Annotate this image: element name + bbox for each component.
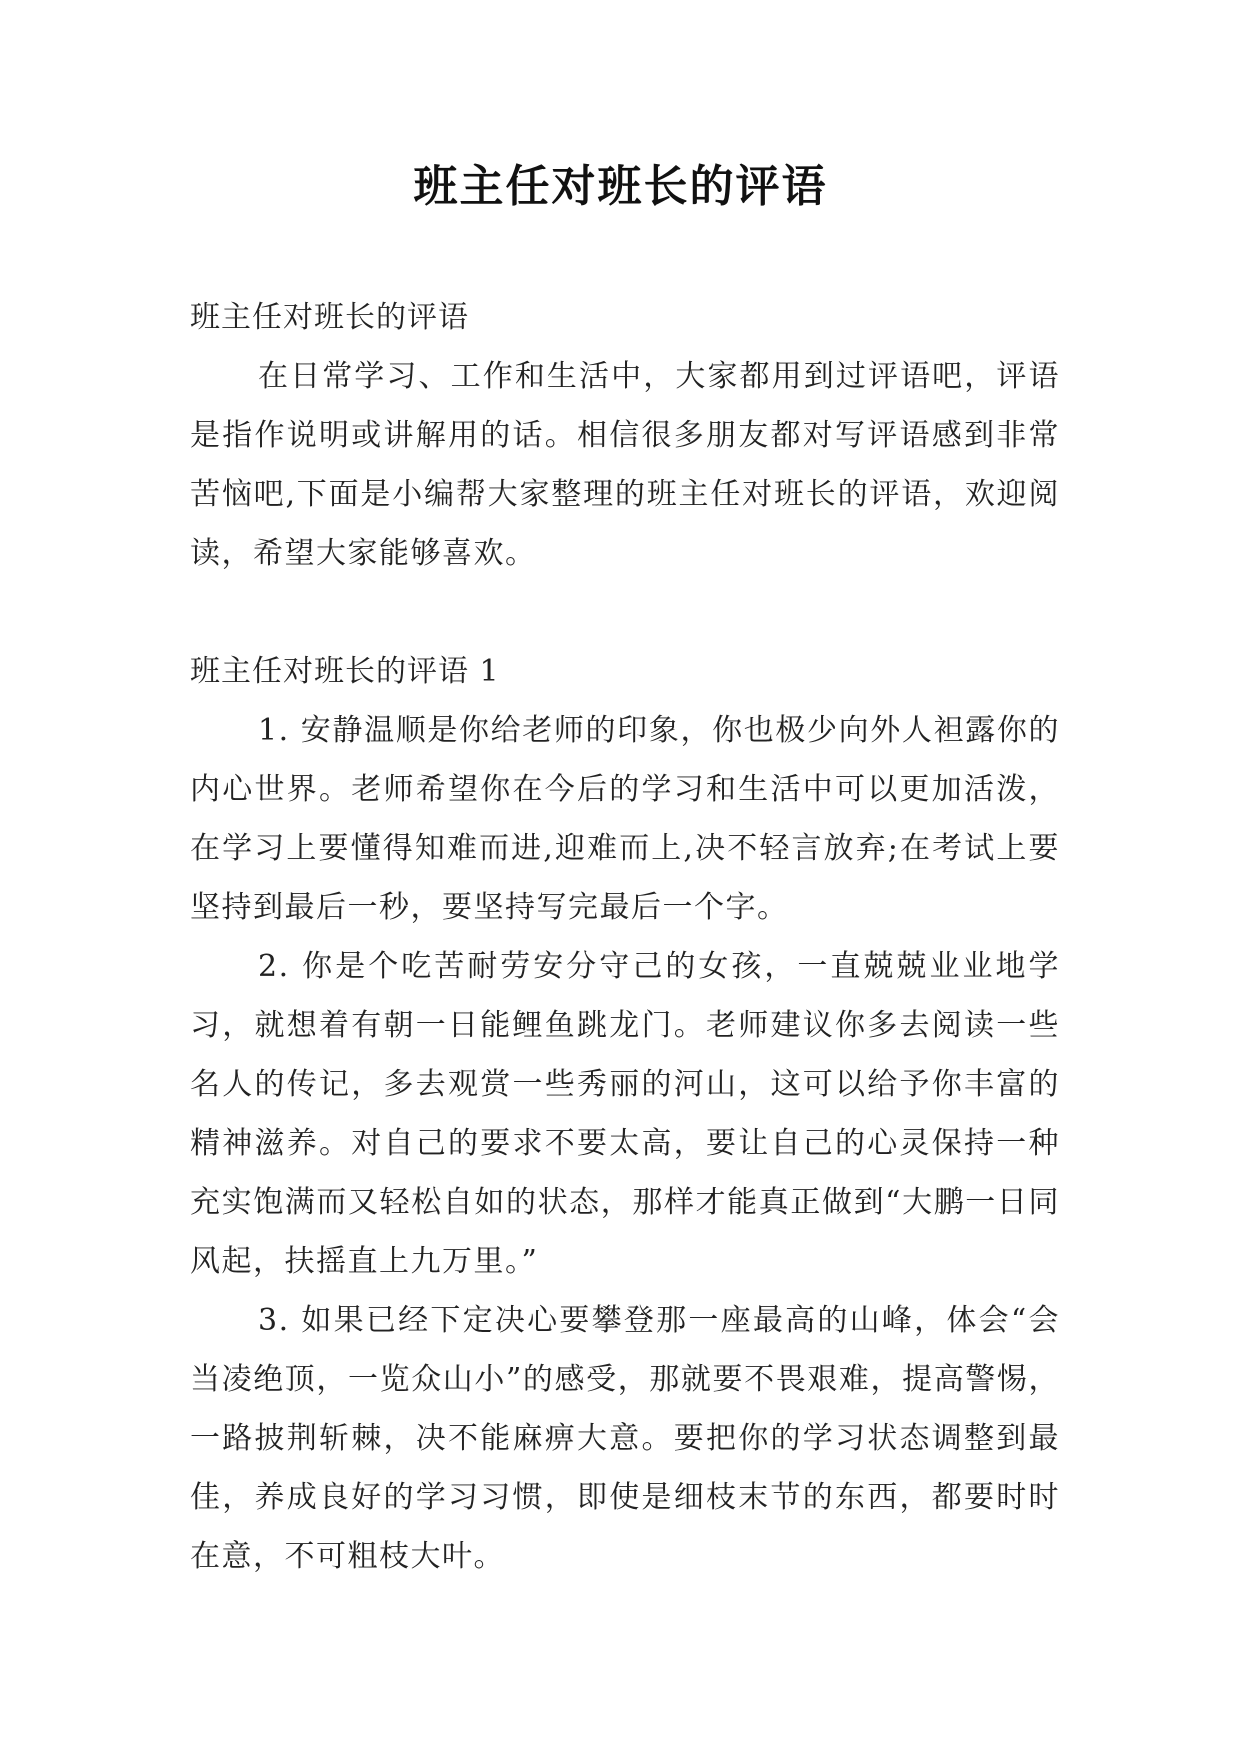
document-body <box>190 288 1060 1586</box>
document-title: 班主任对班长的评语 <box>413 161 828 212</box>
intro-paragraph: 在日常学习、工作和生活中，大家都用到过评语吧，评语是指作说明或讲解用的话。相信很多朋友都对写评语感到非常苦恼吧,下面是小编帮大家整理的班主任对班长的评语，欢迎阅读，希望大家能够喜欢。 <box>190 359 1060 571</box>
comment-paragraph-2: 2. 你是个吃苦耐劳安分守己的女孩，一直兢兢业业地学习，就想着有朝一日能鲤鱼跳龙门。老师建议你多去阅读一些名人的传记，多去观赏一些秀丽的河山，这可以给予你丰富的精神滋养。对自己的要求不要太高，要让自己的心灵保持一种充实饱满而又轻松自如的状态，那样才能真正做到“大鹏一日同风起，扶摇直上九万里。” <box>190 949 1060 1279</box>
comment-paragraph-3: 3. 如果已经下定决心要攀登那一座最高的山峰，体会“会当凌绝顶，一览众山小”的感受，那就要不畏艰难，提高警惕，一路披荆斩棘，决不能麻痹大意。要把你的学习状态调整到最佳，养成良好的学习习惯，即使是细枝末节的东西，都要时时在意，不可粗枝大叶。 <box>190 1303 1060 1574</box>
section-heading: 班主任对班长的评语 1 <box>190 654 500 689</box>
section-heading: 班主任对班长的评语 <box>190 300 469 335</box>
comment-paragraph-1: 1. 安静温顺是你给老师的印象，你也极少向外人袒露你的内心世界。老师希望你在今后的学习和生活中可以更加活泼，在学习上要懂得知难而进,迎难而上,决不轻言放弃;在考试上要坚持到最后一秒，要坚持写完最后一个字。 <box>190 713 1060 925</box>
section-spacer <box>190 583 1060 642</box>
